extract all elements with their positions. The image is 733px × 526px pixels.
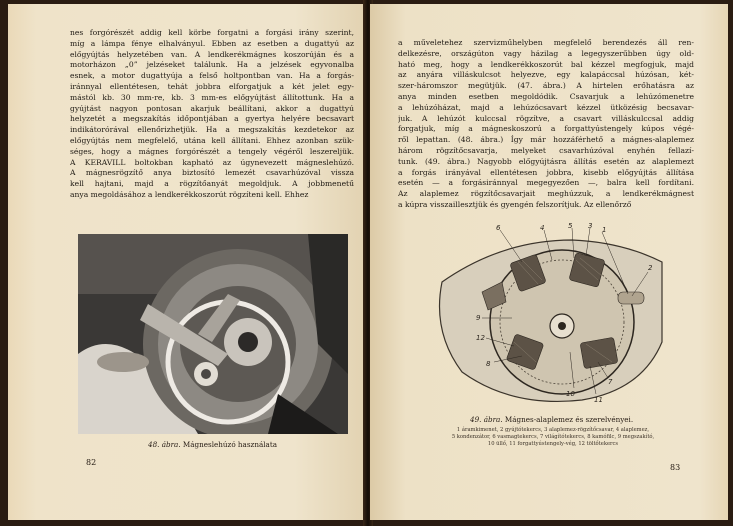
figure-49-title: Mágnes-alaplemez és szerelvényei.: [504, 415, 634, 424]
text-line: séges, hogy a mágnes forgórészét a tengely végéről leszereljük.: [70, 146, 354, 156]
left-page: [8, 4, 366, 520]
text-line: indikátorórával ellenőrizhetjük. Ha a megszakítás kezdetekor az: [70, 125, 354, 135]
diagram-label: 2: [648, 264, 653, 272]
text-line: gyújtást nagyon pontosan akarjuk beállítani, akkor a dugattyú: [70, 103, 354, 113]
text-line: helyzetét a megszakítás időpontjában a gyertya helyére becsavart: [70, 114, 354, 124]
diagram-label: 6: [496, 224, 501, 232]
text-line: esetén — a forgásiránnyal megegyezően —, balra kell fordítani.: [398, 178, 694, 188]
diagram-label: 11: [594, 396, 603, 404]
figure-49-diagram: [422, 222, 674, 414]
page-number-83: 83: [670, 463, 681, 472]
diagram-label: 3: [588, 222, 593, 230]
text-line: az anyára villáskulcsot helyezve, egy kalapáccsal húzósan, két-: [398, 70, 694, 80]
diagram-label: 9: [476, 314, 481, 322]
text-line: motorházon „0” jelzéseket találunk. Ha a jelzések egyvonalba: [70, 60, 354, 70]
diagram-label: 5: [568, 222, 573, 230]
figure-48-number: 48. ábra.: [148, 440, 181, 449]
text-line: anya megoldásához a lendkerékkoszorút rögzíteni kell. Ehhez: [70, 189, 309, 199]
text-line: juk. A lehúzót kulccsal rögzítve, a csavart villáskulccsal addig: [398, 113, 694, 123]
text-line: ről lepattan. (48. ábra.) Így már hozzáférhető a mágnes-alaplemez: [398, 135, 694, 145]
legend-line: 5 kondenzátor, 6 vasmagtekercs, 7 világítótekercs, 8 kamófilc, 9 megszakító,: [451, 434, 655, 440]
text-line: a forgás irányával ellentétesen jobbra, kisebb előgyújtás állítása: [398, 167, 694, 177]
figure-48-caption: [148, 440, 277, 449]
text-line: A KERAVILL boltokban kapható az úgynevezett mágneslehúzó.: [70, 157, 354, 167]
text-line: előgyújtás nem megfelelő, utána kell állítani. Ehhez azonban szük-: [70, 135, 354, 145]
text-line: iránnyal ellentétesen, tehát jobbra elforgatjuk a két jelet egy-: [70, 81, 354, 91]
text-line: míg a lámpa fénye elhalványul. Ebben az esetben a dugattyú az: [70, 38, 354, 48]
figure-48-photo: [78, 234, 348, 434]
right-page: [370, 4, 728, 520]
text-line: delkezésre, országúton vagy házilag a legegyszerűbben úgy old-: [398, 48, 694, 58]
diagram-label: 4: [540, 224, 545, 232]
text-line: három rögzítőcsavarja, melyeket csavarhúzóval enyhén fellazí-: [398, 145, 694, 155]
diagram-label: 12: [476, 334, 485, 342]
right-body-text: [398, 38, 694, 211]
figure-48-title: Mágneslehúzó használata: [182, 440, 277, 449]
legend-line: 1 áramkimenet, 2 gyújtótekercs, 3 alaplemez-rögzítőcsavar, 4 alaplemez,: [456, 427, 650, 433]
text-line: a lehúzóházat, majd a lehúzócsavart kézzel ütközésig becsavar-: [398, 102, 694, 112]
left-body-text: [70, 28, 354, 201]
text-line: forgatjuk, míg a mágneskoszorú a forgattyústengely kúpos végé-: [398, 124, 694, 134]
figure-49-caption: [470, 415, 633, 424]
figure-49-number: 49. ábra.: [470, 415, 503, 424]
diagram-label: 10: [566, 390, 575, 398]
diagram-label: 8: [486, 360, 491, 368]
text-line: kell hajtani, majd a rögzítőanyát megoldjuk. A jobbmenetű: [70, 179, 354, 189]
text-line: a műveletehez szervizműhelyben megfelelő berendezés áll ren-: [398, 38, 694, 47]
text-line: előgyújtás helyzetében van. A lendkerékmágnes koszorúján és a: [70, 49, 354, 59]
text-line: szer-háromszor megütjük. (47. ábra.) A hirtelen erőhatásra az: [398, 81, 694, 91]
page-number-82: 82: [86, 458, 97, 467]
text-line: mástól kb. 30 mm-re, kb. 3 mm-es előgyújtást állítottunk. Ha a: [70, 92, 354, 102]
text-line: Az alaplemez rögzítőcsavarjait meghúzzuk, a lendkerékmágnest: [398, 189, 694, 199]
text-line: anya minden esetben megoldódik. Csavarjuk a lehúzómenetre: [398, 91, 694, 101]
diagram-label: 1: [602, 226, 607, 234]
text-line: ható meg, hogy a lendkerékkoszorút bal kézzel megfogjuk, majd: [398, 59, 694, 69]
text-line: esnek, a motor dugattyúja a felső holtpontban van. Ha a forgás-: [70, 71, 354, 81]
text-line: a kúpra visszaillesztjük és gyengén felszorítjuk. Az ellenőrző: [398, 199, 632, 209]
text-line: nes forgórészét addig kell körbe forgatni a forgási irány szerint,: [70, 28, 354, 37]
figure-49-legend: [428, 427, 678, 448]
diagram-label: 7: [608, 378, 613, 386]
text-line: tunk. (49. ábra.) Nagyobb előgyújtásra állítás esetén az alaplemezt: [398, 156, 694, 166]
text-line: A mágnesrögzítő anya biztosító lemezét csavarhúzóval vissza: [70, 168, 354, 178]
legend-line: 10 üllő, 11 forgattyústengely-vég, 12 töltőtekercs: [487, 441, 619, 447]
